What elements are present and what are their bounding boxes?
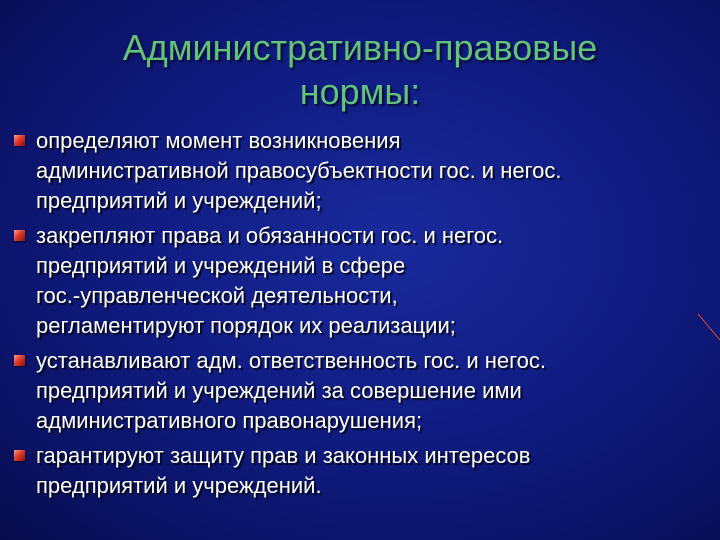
slide-title [0, 26, 720, 114]
slide-title-line-1: Административно-правовые [122, 27, 598, 68]
bullet-item-2 [14, 221, 714, 341]
bullet-item-4 [14, 441, 714, 501]
red-square-bullet-icon [14, 230, 25, 241]
bullet-3-line-1: устанавливают адм. ответственность гос. и негос. [36, 348, 547, 373]
bullet-list [14, 126, 714, 506]
bullet-3-line-2: предприятий и учреждений за совершение ими [36, 378, 522, 403]
bullet-item-3 [14, 346, 714, 436]
bullet-1-line-2: административной правосубъектности гос. и негос. [36, 158, 562, 183]
red-square-bullet-icon [14, 355, 25, 366]
bullet-1-line-3: предприятий и учреждений; [36, 188, 322, 213]
bullet-2-line-4: регламентируют порядок их реализации; [36, 313, 456, 338]
decorative-accent-line [696, 312, 720, 342]
bullet-4-line-1: гарантируют защиту прав и законных интересов [36, 443, 531, 468]
red-square-bullet-icon [14, 450, 25, 461]
slide-title-line-2: нормы: [299, 71, 421, 112]
bullet-4-line-2: предприятий и учреждений. [36, 473, 322, 498]
bullet-2-line-3: гос.-управленческой деятельности, [36, 283, 398, 308]
bullet-1-line-1: определяют момент возникновения [36, 128, 401, 153]
bullet-item-1 [14, 126, 714, 216]
bullet-2-line-2: предприятий и учреждений в сфере [36, 253, 406, 278]
red-square-bullet-icon [14, 135, 25, 146]
bullet-2-line-1: закрепляют права и обязанности гос. и негос. [36, 223, 504, 248]
bullet-3-line-3: административного правонарушения; [36, 408, 423, 433]
